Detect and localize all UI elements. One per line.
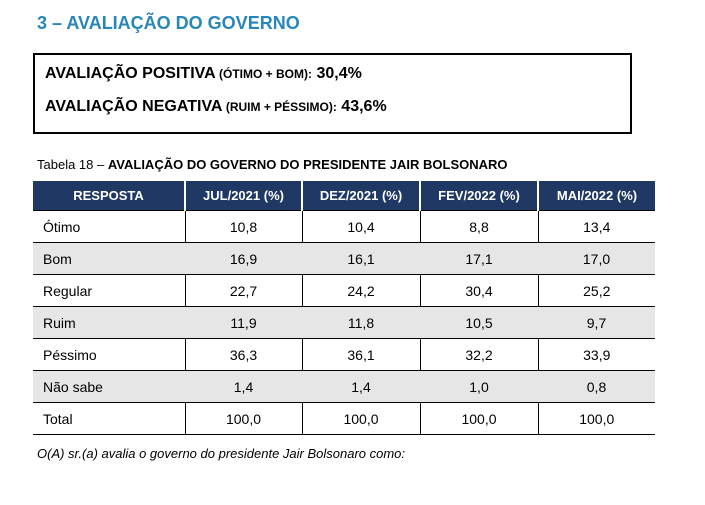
value-cell: 10,5 (420, 307, 538, 339)
value-cell: 16,1 (302, 243, 420, 275)
column-header-mai2022: MAI/2022 (%) (538, 181, 655, 211)
row-label: Péssimo (33, 339, 185, 371)
value-cell: 1,4 (302, 371, 420, 403)
value-cell: 11,8 (302, 307, 420, 339)
positive-summary-line (45, 64, 620, 84)
value-cell: 25,2 (538, 275, 655, 307)
value-cell: 100,0 (420, 403, 538, 435)
value-cell: 100,0 (185, 403, 302, 435)
value-cell: 0,8 (538, 371, 655, 403)
footnote: O(A) sr.(a) avalia o governo do presidente Jair Bolsonaro como: (37, 446, 406, 461)
table-header-row (33, 181, 655, 211)
column-header-dez2021: DEZ/2021 (%) (302, 181, 420, 211)
negative-summary-line (45, 97, 620, 117)
value-cell: 100,0 (302, 403, 420, 435)
value-cell: 8,8 (420, 211, 538, 243)
positive-value-text: 30,4% (316, 65, 362, 82)
value-cell: 33,9 (538, 339, 655, 371)
value-cell: 9,7 (538, 307, 655, 339)
value-cell: 100,0 (538, 403, 655, 435)
value-cell: 11,9 (185, 307, 302, 339)
table-row-pessimo (33, 339, 655, 371)
row-label: Total (33, 403, 185, 435)
column-header-fev2022: FEV/2022 (%) (420, 181, 538, 211)
table-row-ruim (33, 307, 655, 339)
positive-detail-text: (ÓTIMO + BOM): (219, 67, 313, 81)
table-caption (37, 157, 705, 172)
table-row-regular (33, 275, 655, 307)
column-header-jul2021: JUL/2021 (%) (185, 181, 302, 211)
value-cell: 36,3 (185, 339, 302, 371)
row-label: Ótimo (33, 211, 185, 243)
value-cell: 17,1 (420, 243, 538, 275)
row-label: Não sabe (33, 371, 185, 403)
row-label: Ruim (33, 307, 185, 339)
positive-label: AVALIAÇÃO POSITIVA (45, 65, 216, 82)
negative-detail-text: (RUIM + PÉSSIMO): (225, 100, 337, 114)
table-row-total (33, 403, 655, 435)
table-row-otimo (33, 211, 655, 243)
government-evaluation-table (33, 181, 655, 435)
value-cell: 36,1 (302, 339, 420, 371)
value-cell: 1,0 (420, 371, 538, 403)
value-cell: 10,4 (302, 211, 420, 243)
summary-box (33, 53, 632, 134)
page-title: 3 – AVALIAÇÃO DO GOVERNO (37, 13, 300, 33)
value-cell: 17,0 (538, 243, 655, 275)
value-cell: 13,4 (538, 211, 655, 243)
value-cell: 16,9 (185, 243, 302, 275)
table-row-bom (33, 243, 655, 275)
value-cell: 24,2 (302, 275, 420, 307)
value-cell: 32,2 (420, 339, 538, 371)
row-label: Bom (33, 243, 185, 275)
row-label: Regular (33, 275, 185, 307)
value-cell: 1,4 (185, 371, 302, 403)
table-caption-number: Tabela 18 – (37, 157, 105, 172)
value-cell: 30,4 (420, 275, 538, 307)
negative-value-text: 43,6% (341, 98, 387, 115)
table-caption-title: AVALIAÇÃO DO GOVERNO DO PRESIDENTE JAIR BOLSONARO (107, 157, 508, 172)
value-cell: 22,7 (185, 275, 302, 307)
column-header-resposta: RESPOSTA (33, 181, 185, 211)
table-row-nao-sabe (33, 371, 655, 403)
value-cell: 10,8 (185, 211, 302, 243)
negative-label: AVALIAÇÃO NEGATIVA (45, 98, 223, 115)
